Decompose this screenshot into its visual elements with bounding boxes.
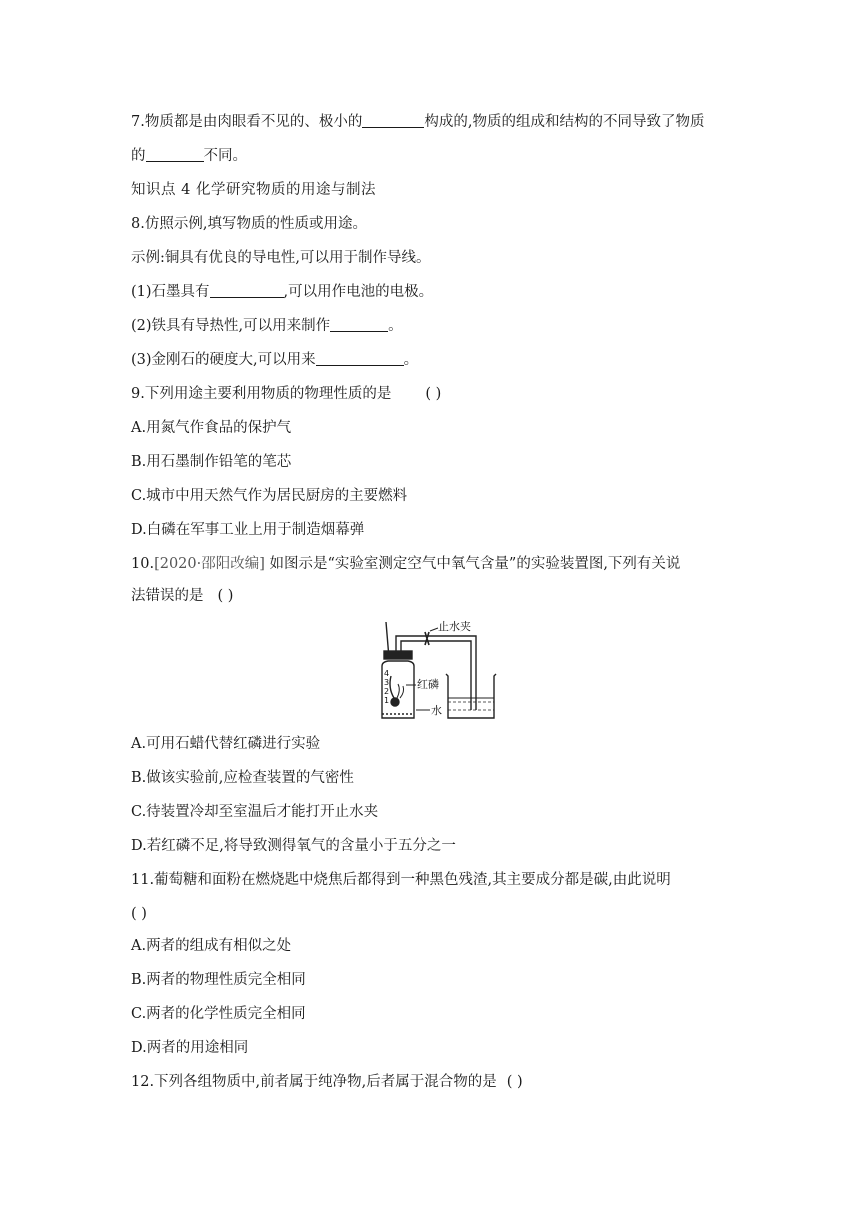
q10-option-a: A.可用石蜡代替红磷进行实验 bbox=[131, 736, 321, 752]
source-tag: [2020·邵阳改编] bbox=[154, 556, 265, 572]
scale-mark-4: 4 bbox=[384, 669, 390, 678]
delivery-tube bbox=[396, 636, 476, 710]
q8-example: 示例:铜具有优良的导电性,可以用于制作导线。 bbox=[131, 250, 431, 266]
q9-option-a: A.用氮气作食品的保护气 bbox=[131, 420, 292, 436]
clamp-label: 止水夹 bbox=[438, 620, 471, 633]
q7-line1: 7.物质都是由肉眼看不见的、极小的 构成的,物质的组成和结构的不同导致了物质 bbox=[131, 114, 705, 130]
q12-stem: 12.下列各组物质中,前者属于纯净物,后者属于混合物的是 ( ) bbox=[131, 1074, 523, 1090]
q8-stem: 8.仿照示例,填写物质的性质或用途。 bbox=[131, 216, 367, 232]
answer-paren[interactable]: ( ) bbox=[425, 386, 442, 402]
q9-option-c: C.城市中用天然气作为居民厨房的主要燃料 bbox=[131, 488, 408, 504]
q8-part2: (2)铁具有导热性,可以用来制作 。 bbox=[131, 318, 403, 334]
answer-paren[interactable]: ( ) bbox=[506, 1074, 523, 1090]
q9-option-b: B.用石墨制作铅笔的笔芯 bbox=[131, 454, 292, 470]
answer-blank[interactable] bbox=[210, 283, 284, 298]
water-clamp bbox=[425, 632, 429, 645]
q8-part3: (3)金刚石的硬度大,可以用来 。 bbox=[131, 352, 419, 368]
q9-option-d: D.白磷在军事工业上用于制造烟幕弹 bbox=[131, 522, 365, 538]
answer-blank[interactable] bbox=[362, 113, 424, 128]
red-phosphorus bbox=[391, 698, 399, 706]
answer-paren[interactable]: ( ) bbox=[131, 906, 147, 922]
q10-option-b: B.做该实验前,应检查装置的气密性 bbox=[131, 770, 354, 786]
q10-option-d: D.若红磷不足,将导致测得氧气的含量小于五分之一 bbox=[131, 838, 456, 854]
q11-option-c: C.两者的化学性质完全相同 bbox=[131, 1006, 306, 1022]
section-heading: 知识点 4 化学研究物质的用途与制法 bbox=[131, 182, 376, 198]
q9-stem: 9.下列用途主要利用物质的物理性质的是 ( ) bbox=[131, 386, 442, 402]
q11-stem: 11.葡萄糖和面粉在燃烧匙中烧焦后都得到一种黑色残渣,其主要成分都是碳,由此说明 bbox=[131, 872, 671, 888]
q8-part1: (1)石墨具有 ,可以用作电池的电极。 bbox=[131, 284, 434, 300]
answer-blank[interactable] bbox=[330, 317, 388, 332]
stopper bbox=[384, 651, 412, 659]
answer-paren[interactable]: ( ) bbox=[217, 588, 234, 604]
water-label: 水 bbox=[431, 704, 442, 717]
scale-mark-3: 3 bbox=[384, 678, 390, 687]
q11-option-b: B.两者的物理性质完全相同 bbox=[131, 972, 306, 988]
phosphorus-label: 红磷 bbox=[417, 678, 439, 691]
q7-line2: 的 不同。 bbox=[131, 148, 247, 164]
q11-option-d: D.两者的用途相同 bbox=[131, 1040, 249, 1056]
answer-blank[interactable] bbox=[316, 351, 404, 366]
q11-option-a: A.两者的组成有相似之处 bbox=[131, 938, 292, 954]
q10-stem-line1: 10.[2020·邵阳改编] 如图示是“实验室测定空气中氧气含量”的实验装置图,下列有关说 bbox=[131, 556, 681, 572]
apparatus-figure bbox=[362, 618, 502, 728]
scale-mark-2: 2 bbox=[384, 687, 390, 696]
q11-paren bbox=[131, 904, 147, 924]
answer-blank[interactable] bbox=[146, 147, 204, 162]
q10-option-c: C.待装置冷却至室温后才能打开止水夹 bbox=[131, 804, 379, 820]
scale-mark-1: 1 bbox=[384, 696, 390, 705]
q10-stem-line2: 法错误的是 ( ) bbox=[131, 588, 234, 604]
